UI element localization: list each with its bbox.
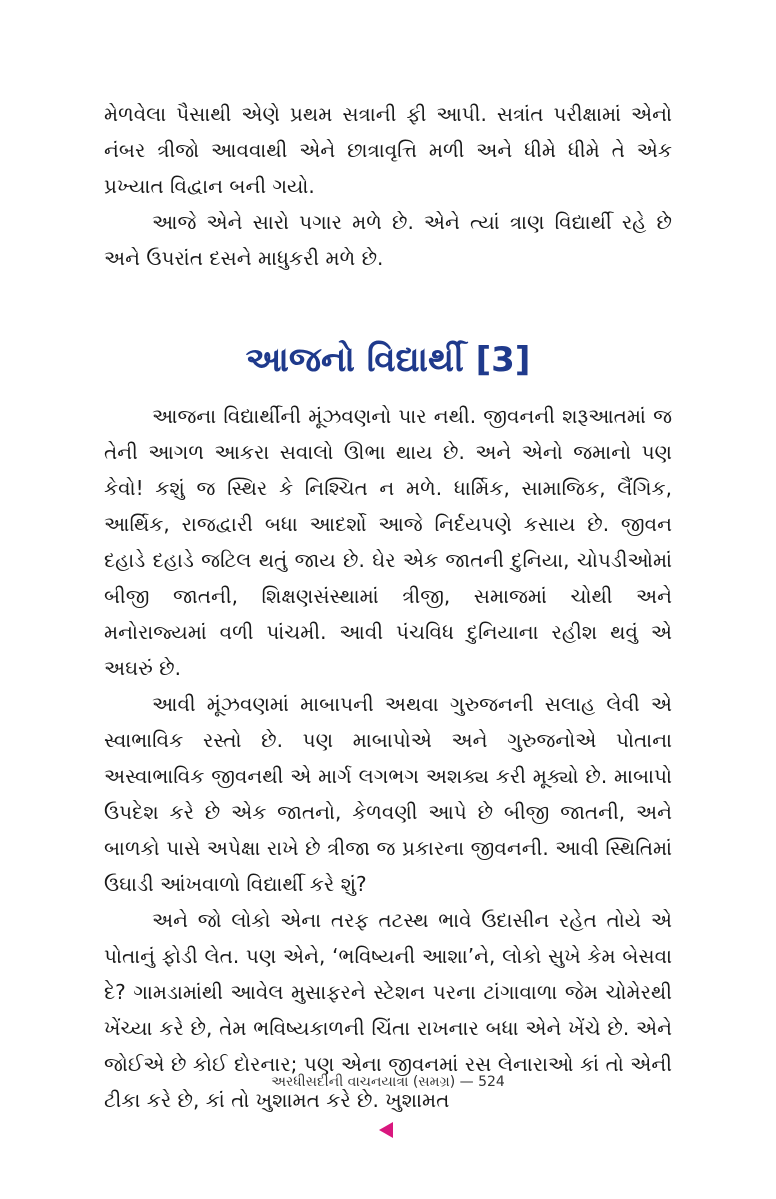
page-footer: અરધીસદીની વાચનયાત્રા (સમગ્ર) — 524	[271, 1074, 505, 1090]
intro-text	[104, 96, 672, 276]
chapter-paragraph-1: આજના વિદ્યાર્થીની મૂંઝવણનો પાર નથી. જીવનની શરૂઆતમાં જ તેની આગળ આકરા સવાલો ઊભા થાય છે. અને એનો જમાનો પણ કેવો! કશું જ સ્થિર કે નિશ્ચિત ન મળે. ધાર્મિક, સામાજિક, લૈંગિક, આર્થિક, રાજદ્વારી બધા આદર્શો આજે નિર્દયપણે કસાય છે. જીવન દહાડે દહાડે જટિલ થતું જાય છે. ઘેર એક જાતની દુનિયા, ચોપડીઓમાં બીજી જાતની, શિક્ષણસંસ્થામાં ત્રીજી, સમાજમાં ચોથી અને મનોરાજ્યમાં વળી પાંચમી. આવી પંચવિધ દુનિયાના રહીશ થવું એ અઘરું છે.	[104, 404, 672, 680]
intro-paragraph-2: આજે એને સારો પગાર મળે છે. એને ત્યાં ત્રાણ વિદ્યાર્થી રહે છે અને ઉપરાંત દસને માધુકરી મળે છે.	[104, 210, 672, 270]
intro-paragraph-1: મેળવેલા પૈસાથી એણે પ્રથમ સત્રાની ફી આપી. સત્રાંત પરીક્ષામાં એનો નંબર ત્રીજો આવવાથી એને છાત્રાવૃત્તિ મળી અને ધીમે ધીમે તે એક પ્રખ્યાત વિદ્વાન બની ગયો.	[104, 102, 672, 198]
triangle-left-icon[interactable]	[379, 1122, 393, 1138]
chapter-paragraph-3: અને જો લોકો એના તરફ તટસ્થ ભાવે ઉદાસીન રહેત તોયે એ પોતાનું ફોડી લેત. પણ એને, ‘ભવિષ્યની આશા’ને, લોકો સુખે કેમ બેસવા દે? ગામડામાંથી આવેલ મુસાફરને સ્ટેશન પરના ટાંગાવાળા જેમ ચોમેરથી ખેંચ્યા કરે છે, તેમ ભવિષ્યકાળની ચિંતા રાખનાર બધા એને ખેંચે છે. એને જોઈએ છે કોઈ દોરનાર; પણ એના જીવનમાં રસ લેનારાઓ કાં તો એની ટીકા કરે છે, કાં તો ખુશામત કરે છે. ખુશામત	[104, 908, 672, 1112]
chapter-title: આજનો વિદ્યાર્થી [3]	[245, 340, 531, 380]
chapter-body	[104, 398, 672, 1118]
chapter-paragraph-2: આવી મૂંઝવણમાં માબાપની અથવા ગુરુજનની સલાહ લેવી એ સ્વાભાવિક રસ્તો છે. પણ માબાપોએ અને ગુરુજનોએ પોતાના અસ્વાભાવિક જીવનથી એ માર્ગ લગભગ અશક્ય કરી મૂક્યો છે. માબાપો ઉપદેશ કરે છે એક જાતનો, કેળવણી આપે છે બીજી જાતની, અને બાળકો પાસે અપેક્ષા રાખે છે ત્રીજા જ પ્રકારના જીવનની. આવી સ્થિતિમાં ઉઘાડી આંખવાળો વિદ્યાર્થી કરે શું?	[104, 692, 672, 896]
